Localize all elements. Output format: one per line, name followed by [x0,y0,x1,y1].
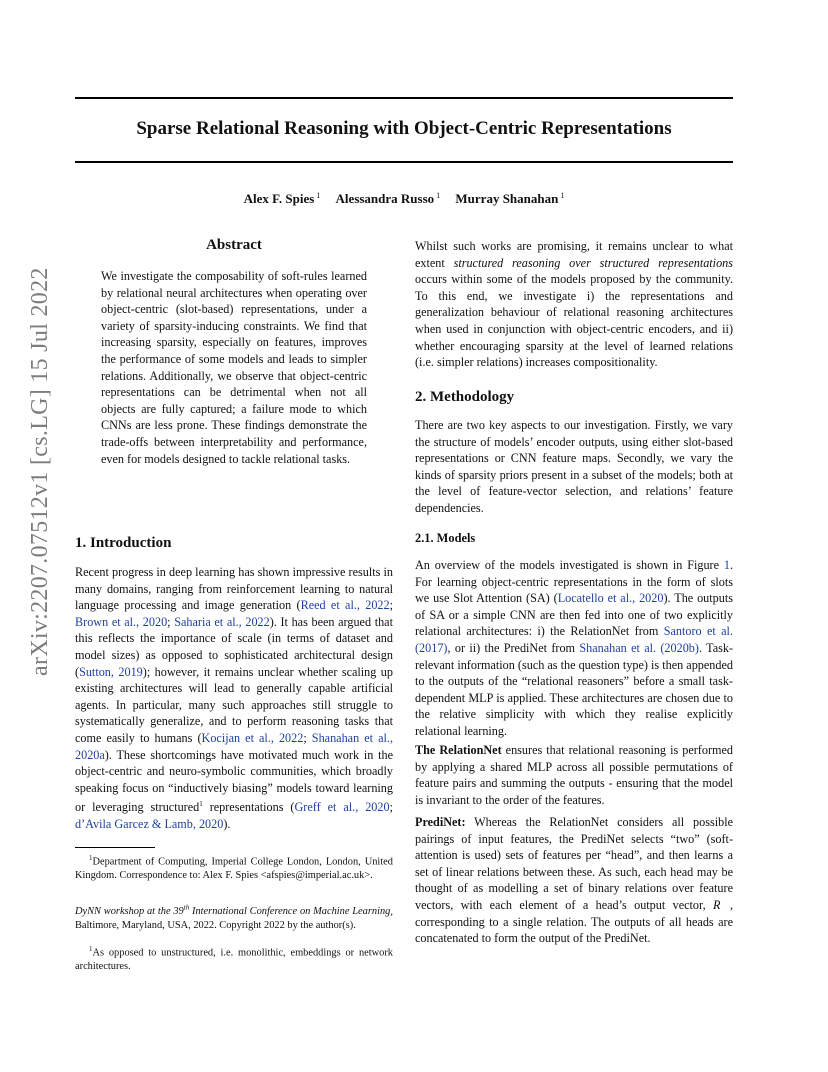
citation-link[interactable]: Locatello et al., 2020 [557,591,664,606]
author-2: Alessandra Russo $^1$ [335,191,441,207]
citation-link[interactable]: Brown et al., 2020 [75,614,168,629]
citation-link[interactable]: Sutton, 2019 [79,664,143,679]
workshop-footnote: DyNN workshop at the 39th International Conference on Machine Learning, Baltimore, Maryland, USA, 2022. Copyright 2022 by the author(s). [75,904,393,931]
citation-link[interactable]: Reed et al., 2022 [300,598,390,613]
models-paragraph: An overview of the models investigated is shown in Figure 1. For learning object-centric representations in the form of slots we use Slot Attention (SA) (Locatello et al., 2020). The outputs of SA or a simple CNN are then fed into one of two explicitly relational architectures: i) the RelationNet from Santoro et al. (2017), or ii) the PrediNet from Shanahan et al. (2020b). Task-relevant information (such as the question type) is then appended to the outputs of the “relational reasoners” before a small task-dependent MLP is applied. These architectures are chosen due to the relative simplicity with which they realise explicitly relational learning. [415,558,733,738]
citation-link[interactable]: Shanahan et al. (2020b) [579,640,699,655]
paper-title: Sparse Relational Reasoning with Object-Centric Representations [136,118,672,139]
author-3: Murray Shanahan $^1$ [455,191,565,207]
title-top-rule [75,97,733,99]
figure-link[interactable]: 1 [723,558,730,572]
arxiv-stamp: arXiv:2207.07512v1 [cs.LG] 15 Jul 2022 [27,267,53,676]
methodology-paragraph: There are two key aspects to our investigation. Firstly, we vary the structure of models’ encoder outputs, using either slot-based representations or CNN feature maps. Secondly, we vary the kinds of sparsity priors present in a subset of the models; both at the level of feature-vector selection, and relations’ feature dependencies. [415,418,733,515]
affiliation-footnote: $^1$Department of Computing, Imperial College London, London, United Kingdom. Correspondence to: Alex F. Spies <afspies@imperial.ac.uk>. [75,854,393,881]
intro-paragraph: Recent progress in deep learning has shown impressive results in many domains, ranging from reinforcement learning to natural language processing and image generation (Reed et al., 2022; Brown et al., 2020; Saharia et al., 2022). It has been argued that this reflects the importance of scale (in terms of dataset and model sizes) as opposed to sophisticated architectural design (Sutton, 2019); however, it remains unclear whether scaling up existing architectures will lead to generally capable artificial agents. In particular, many such approaches still struggle to systematically generalize, and to perform reasoning tasks that come easily to humans (Kocijan et al., 2022; Shanahan et al., 2020a). These shortcomings have motivated much work in the object-centric and neuro-symbolic communities, which broadly speaking focus on “inductively biasing” models toward learning or leveraging structured$^1$ representations (Greff et al., 2020; d’Avila Garcez & Lamb, 2020). [75,565,393,831]
models-heading: 2.1. Models [415,531,476,545]
intro-continued-paragraph: Whilst such works are promising, it remains unclear to what extent structured reasoning over structured representations occurs within some of the models proposed by the community. To this end, we investigate i) the representations and generalization behaviour of relational reasoning architectures when used in conjunction with object-centric encoders, and ii) whether encouraging sparsity at the level of learned relations (i.e. simpler relations) increases compositionality. [415,239,734,370]
predinet-paragraph: PrediNet: Whereas the RelationNet considers all possible pairings of input features, the PrediNet selects “two” (soft-attention is used) sets of features per “head”, and then learns a set of linear relations between these. As such, each head may be thought of as modelling a set of binary relations over feature vectors, with each element of a head’s output vector, R⃗, corresponding to a single relation. The outputs of all heads are concatenated to form the output of the PrediNet. [415,815,733,946]
citation-link[interactable]: Santoro et al. (2017) [415,624,733,655]
citation-link[interactable]: Kocijan et al., 2022 [201,730,304,745]
abstract-heading: Abstract [206,237,262,253]
relation-vector-symbol: R⃗ [713,897,730,912]
footnote-1: $^1$As opposed to unstructured, i.e. monolithic, embeddings or network architectures. [75,945,393,972]
author-1: Alex F. Spies $^1$ [243,191,321,207]
citation-link[interactable]: Saharia et al., 2022 [174,614,270,629]
methodology-heading: 2. Methodology [415,389,515,405]
title-bottom-rule [75,161,733,163]
citation-link[interactable]: Greff et al., 2020 [294,800,390,815]
footnote-rule [75,847,155,848]
abstract-text: We investigate the composability of soft-rules learned by relational neural architectures when operating over object-centric (slot-based) representations, under a variety of sparsity-inducing constraints. We find that increasing sparsity, especially on features, improves the performance of some models and leads to simpler relations. Additionally, we observe that object-centric representations can be detrimental when not all objects are fully captured; a failure mode to which CNNs are less prone. These findings demonstrate the trade-offs between interpretability and performance, even for models designed to tackle relational tasks. [101,269,367,466]
intro-heading: 1. Introduction [75,535,172,551]
relationnet-paragraph: The RelationNet ensures that relational reasoning is performed by applying a shared MLP across all possible permutations of feature pairs and summing the outputs - ensuring that the model is invariant to the order of the features. [415,743,733,807]
citation-link[interactable]: Shanahan et al., 2020a [75,730,393,762]
footnote-marker[interactable]: 1 [199,800,203,809]
citation-link[interactable]: d’Avila Garcez & Lamb, 2020 [75,816,224,831]
author-list [75,191,733,207]
